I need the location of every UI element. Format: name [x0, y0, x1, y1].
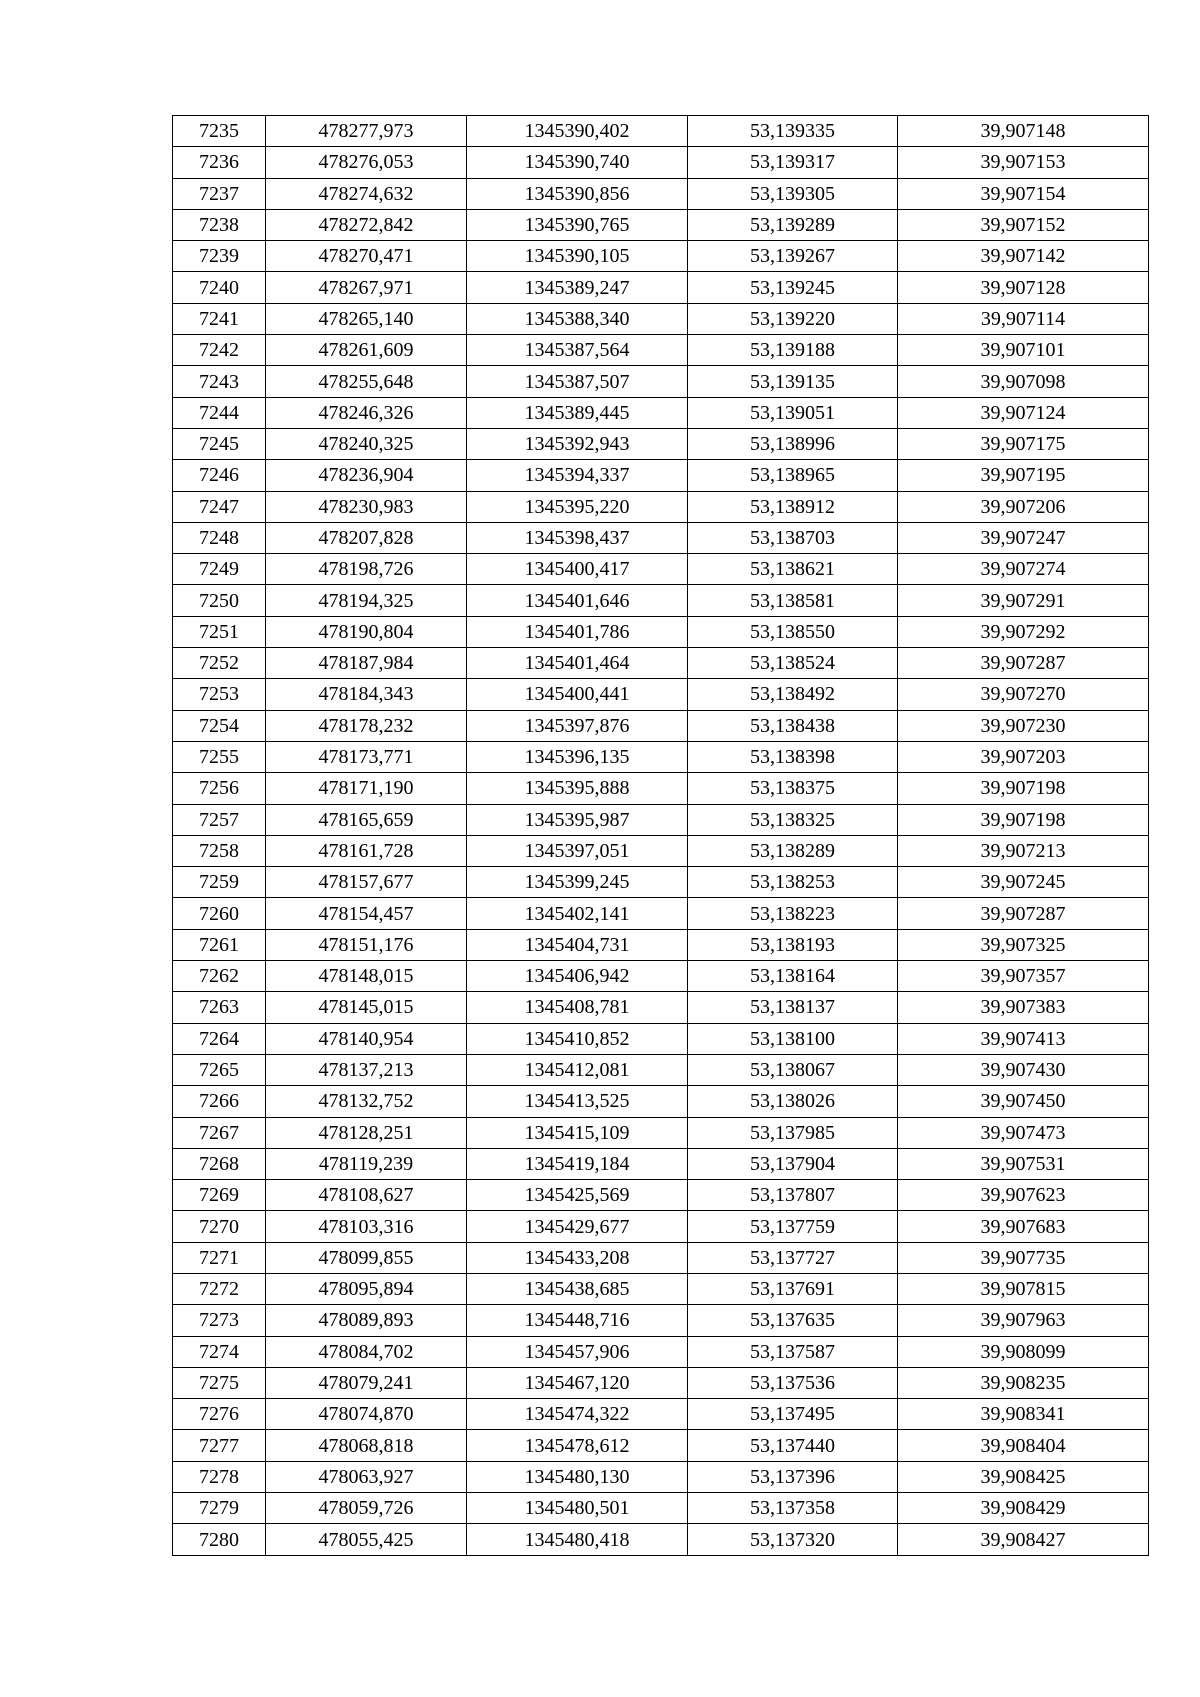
table-row [173, 1461, 1149, 1492]
latitude-cell: 53,138524 [688, 648, 898, 679]
y-coordinate-cell: 1345395,220 [467, 491, 688, 522]
point-number-cell: 7279 [173, 1493, 266, 1524]
table-row [173, 1524, 1149, 1555]
x-coordinate-cell: 478068,818 [266, 1430, 467, 1461]
latitude-cell: 53,137759 [688, 1211, 898, 1242]
x-coordinate-cell: 478132,752 [266, 1086, 467, 1117]
y-coordinate-cell: 1345408,781 [467, 992, 688, 1023]
y-coordinate-cell: 1345415,109 [467, 1117, 688, 1148]
latitude-cell: 53,139220 [688, 303, 898, 334]
longitude-cell: 39,907325 [898, 929, 1149, 960]
point-number-cell: 7258 [173, 835, 266, 866]
latitude-cell: 53,137635 [688, 1305, 898, 1336]
latitude-cell: 53,137440 [688, 1430, 898, 1461]
point-number-cell: 7269 [173, 1180, 266, 1211]
y-coordinate-cell: 1345398,437 [467, 522, 688, 553]
x-coordinate-cell: 478267,971 [266, 272, 467, 303]
latitude-cell: 53,137358 [688, 1493, 898, 1524]
table-row [173, 992, 1149, 1023]
latitude-cell: 53,138912 [688, 491, 898, 522]
y-coordinate-cell: 1345394,337 [467, 460, 688, 491]
point-number-cell: 7280 [173, 1524, 266, 1555]
x-coordinate-cell: 478165,659 [266, 804, 467, 835]
x-coordinate-cell: 478084,702 [266, 1336, 467, 1367]
y-coordinate-cell: 1345390,105 [467, 241, 688, 272]
table-row [173, 366, 1149, 397]
longitude-cell: 39,907154 [898, 178, 1149, 209]
x-coordinate-cell: 478059,726 [266, 1493, 467, 1524]
y-coordinate-cell: 1345480,418 [467, 1524, 688, 1555]
point-number-cell: 7274 [173, 1336, 266, 1367]
y-coordinate-cell: 1345397,051 [467, 835, 688, 866]
table-row [173, 585, 1149, 616]
x-coordinate-cell: 478161,728 [266, 835, 467, 866]
latitude-cell: 53,138289 [688, 835, 898, 866]
y-coordinate-cell: 1345402,141 [467, 898, 688, 929]
point-number-cell: 7248 [173, 522, 266, 553]
point-number-cell: 7259 [173, 867, 266, 898]
longitude-cell: 39,908427 [898, 1524, 1149, 1555]
y-coordinate-cell: 1345388,340 [467, 303, 688, 334]
point-number-cell: 7272 [173, 1273, 266, 1304]
table-row [173, 460, 1149, 491]
longitude-cell: 39,907963 [898, 1305, 1149, 1336]
table-row [173, 147, 1149, 178]
latitude-cell: 53,137807 [688, 1180, 898, 1211]
table-row [173, 272, 1149, 303]
coordinates-table-body [173, 116, 1149, 1556]
y-coordinate-cell: 1345389,247 [467, 272, 688, 303]
x-coordinate-cell: 478240,325 [266, 428, 467, 459]
y-coordinate-cell: 1345480,130 [467, 1461, 688, 1492]
x-coordinate-cell: 478265,140 [266, 303, 467, 334]
longitude-cell: 39,907148 [898, 116, 1149, 147]
latitude-cell: 53,138026 [688, 1086, 898, 1117]
latitude-cell: 53,138137 [688, 992, 898, 1023]
point-number-cell: 7265 [173, 1054, 266, 1085]
table-row [173, 1211, 1149, 1242]
longitude-cell: 39,907230 [898, 710, 1149, 741]
y-coordinate-cell: 1345457,906 [467, 1336, 688, 1367]
table-row [173, 710, 1149, 741]
point-number-cell: 7238 [173, 209, 266, 240]
y-coordinate-cell: 1345410,852 [467, 1023, 688, 1054]
point-number-cell: 7249 [173, 554, 266, 585]
x-coordinate-cell: 478063,927 [266, 1461, 467, 1492]
table-row [173, 1023, 1149, 1054]
x-coordinate-cell: 478261,609 [266, 335, 467, 366]
point-number-cell: 7266 [173, 1086, 266, 1117]
table-row [173, 1430, 1149, 1461]
x-coordinate-cell: 478246,326 [266, 397, 467, 428]
point-number-cell: 7242 [173, 335, 266, 366]
longitude-cell: 39,907287 [898, 898, 1149, 929]
table-row [173, 1336, 1149, 1367]
latitude-cell: 53,137320 [688, 1524, 898, 1555]
longitude-cell: 39,907450 [898, 1086, 1149, 1117]
longitude-cell: 39,907153 [898, 147, 1149, 178]
x-coordinate-cell: 478184,343 [266, 679, 467, 710]
latitude-cell: 53,137985 [688, 1117, 898, 1148]
point-number-cell: 7264 [173, 1023, 266, 1054]
y-coordinate-cell: 1345399,245 [467, 867, 688, 898]
latitude-cell: 53,139289 [688, 209, 898, 240]
x-coordinate-cell: 478151,176 [266, 929, 467, 960]
y-coordinate-cell: 1345433,208 [467, 1242, 688, 1273]
latitude-cell: 53,138223 [688, 898, 898, 929]
y-coordinate-cell: 1345401,646 [467, 585, 688, 616]
point-number-cell: 7253 [173, 679, 266, 710]
point-number-cell: 7271 [173, 1242, 266, 1273]
longitude-cell: 39,907152 [898, 209, 1149, 240]
longitude-cell: 39,908429 [898, 1493, 1149, 1524]
longitude-cell: 39,907430 [898, 1054, 1149, 1085]
latitude-cell: 53,139317 [688, 147, 898, 178]
y-coordinate-cell: 1345390,402 [467, 116, 688, 147]
longitude-cell: 39,907473 [898, 1117, 1149, 1148]
x-coordinate-cell: 478099,855 [266, 1242, 467, 1273]
x-coordinate-cell: 478230,983 [266, 491, 467, 522]
y-coordinate-cell: 1345396,135 [467, 741, 688, 772]
longitude-cell: 39,907114 [898, 303, 1149, 334]
latitude-cell: 53,138067 [688, 1054, 898, 1085]
x-coordinate-cell: 478276,053 [266, 147, 467, 178]
latitude-cell: 53,138492 [688, 679, 898, 710]
latitude-cell: 53,138164 [688, 961, 898, 992]
table-row [173, 648, 1149, 679]
y-coordinate-cell: 1345389,445 [467, 397, 688, 428]
x-coordinate-cell: 478137,213 [266, 1054, 467, 1085]
latitude-cell: 53,139267 [688, 241, 898, 272]
point-number-cell: 7240 [173, 272, 266, 303]
table-row [173, 773, 1149, 804]
latitude-cell: 53,138965 [688, 460, 898, 491]
y-coordinate-cell: 1345419,184 [467, 1148, 688, 1179]
longitude-cell: 39,908425 [898, 1461, 1149, 1492]
x-coordinate-cell: 478190,804 [266, 616, 467, 647]
y-coordinate-cell: 1345395,888 [467, 773, 688, 804]
latitude-cell: 53,138703 [688, 522, 898, 553]
x-coordinate-cell: 478095,894 [266, 1273, 467, 1304]
longitude-cell: 39,907270 [898, 679, 1149, 710]
point-number-cell: 7260 [173, 898, 266, 929]
table-row [173, 209, 1149, 240]
y-coordinate-cell: 1345478,612 [467, 1430, 688, 1461]
latitude-cell: 53,139051 [688, 397, 898, 428]
longitude-cell: 39,907247 [898, 522, 1149, 553]
point-number-cell: 7262 [173, 961, 266, 992]
table-row [173, 178, 1149, 209]
x-coordinate-cell: 478198,726 [266, 554, 467, 585]
latitude-cell: 53,137904 [688, 1148, 898, 1179]
longitude-cell: 39,907142 [898, 241, 1149, 272]
longitude-cell: 39,907274 [898, 554, 1149, 585]
table-row [173, 1367, 1149, 1398]
longitude-cell: 39,907357 [898, 961, 1149, 992]
y-coordinate-cell: 1345474,322 [467, 1399, 688, 1430]
point-number-cell: 7278 [173, 1461, 266, 1492]
longitude-cell: 39,907815 [898, 1273, 1149, 1304]
longitude-cell: 39,907413 [898, 1023, 1149, 1054]
point-number-cell: 7245 [173, 428, 266, 459]
latitude-cell: 53,138996 [688, 428, 898, 459]
table-row [173, 428, 1149, 459]
table-row [173, 867, 1149, 898]
longitude-cell: 39,907245 [898, 867, 1149, 898]
table-row [173, 554, 1149, 585]
latitude-cell: 53,138438 [688, 710, 898, 741]
y-coordinate-cell: 1345480,501 [467, 1493, 688, 1524]
latitude-cell: 53,139135 [688, 366, 898, 397]
table-row [173, 1399, 1149, 1430]
x-coordinate-cell: 478089,893 [266, 1305, 467, 1336]
point-number-cell: 7255 [173, 741, 266, 772]
table-row [173, 1242, 1149, 1273]
point-number-cell: 7277 [173, 1430, 266, 1461]
latitude-cell: 53,139335 [688, 116, 898, 147]
longitude-cell: 39,907195 [898, 460, 1149, 491]
x-coordinate-cell: 478272,842 [266, 209, 467, 240]
table-row [173, 1273, 1149, 1304]
point-number-cell: 7247 [173, 491, 266, 522]
x-coordinate-cell: 478145,015 [266, 992, 467, 1023]
longitude-cell: 39,907175 [898, 428, 1149, 459]
latitude-cell: 53,137396 [688, 1461, 898, 1492]
y-coordinate-cell: 1345392,943 [467, 428, 688, 459]
longitude-cell: 39,908341 [898, 1399, 1149, 1430]
longitude-cell: 39,907292 [898, 616, 1149, 647]
point-number-cell: 7251 [173, 616, 266, 647]
x-coordinate-cell: 478236,904 [266, 460, 467, 491]
latitude-cell: 53,139245 [688, 272, 898, 303]
table-row [173, 741, 1149, 772]
point-number-cell: 7273 [173, 1305, 266, 1336]
y-coordinate-cell: 1345395,987 [467, 804, 688, 835]
latitude-cell: 53,139305 [688, 178, 898, 209]
table-row [173, 679, 1149, 710]
point-number-cell: 7250 [173, 585, 266, 616]
table-row [173, 898, 1149, 929]
longitude-cell: 39,907198 [898, 773, 1149, 804]
longitude-cell: 39,908235 [898, 1367, 1149, 1398]
y-coordinate-cell: 1345387,564 [467, 335, 688, 366]
point-number-cell: 7270 [173, 1211, 266, 1242]
latitude-cell: 53,138325 [688, 804, 898, 835]
point-number-cell: 7237 [173, 178, 266, 209]
table-row [173, 491, 1149, 522]
table-row [173, 1086, 1149, 1117]
longitude-cell: 39,907291 [898, 585, 1149, 616]
latitude-cell: 53,138621 [688, 554, 898, 585]
longitude-cell: 39,907287 [898, 648, 1149, 679]
point-number-cell: 7252 [173, 648, 266, 679]
longitude-cell: 39,907124 [898, 397, 1149, 428]
point-number-cell: 7246 [173, 460, 266, 491]
table-row [173, 1493, 1149, 1524]
x-coordinate-cell: 478128,251 [266, 1117, 467, 1148]
y-coordinate-cell: 1345429,677 [467, 1211, 688, 1242]
longitude-cell: 39,908404 [898, 1430, 1149, 1461]
y-coordinate-cell: 1345390,765 [467, 209, 688, 240]
x-coordinate-cell: 478148,015 [266, 961, 467, 992]
table-row [173, 335, 1149, 366]
table-row [173, 616, 1149, 647]
y-coordinate-cell: 1345448,716 [467, 1305, 688, 1336]
x-coordinate-cell: 478140,954 [266, 1023, 467, 1054]
y-coordinate-cell: 1345397,876 [467, 710, 688, 741]
y-coordinate-cell: 1345412,081 [467, 1054, 688, 1085]
point-number-cell: 7261 [173, 929, 266, 960]
y-coordinate-cell: 1345390,740 [467, 147, 688, 178]
latitude-cell: 53,138253 [688, 867, 898, 898]
table-row [173, 522, 1149, 553]
x-coordinate-cell: 478274,632 [266, 178, 467, 209]
latitude-cell: 53,137587 [688, 1336, 898, 1367]
table-row [173, 1148, 1149, 1179]
point-number-cell: 7243 [173, 366, 266, 397]
latitude-cell: 53,138581 [688, 585, 898, 616]
longitude-cell: 39,907203 [898, 741, 1149, 772]
y-coordinate-cell: 1345413,525 [467, 1086, 688, 1117]
latitude-cell: 53,138193 [688, 929, 898, 960]
y-coordinate-cell: 1345404,731 [467, 929, 688, 960]
point-number-cell: 7256 [173, 773, 266, 804]
x-coordinate-cell: 478119,239 [266, 1148, 467, 1179]
x-coordinate-cell: 478255,648 [266, 366, 467, 397]
x-coordinate-cell: 478178,232 [266, 710, 467, 741]
point-number-cell: 7236 [173, 147, 266, 178]
y-coordinate-cell: 1345401,786 [467, 616, 688, 647]
table-row [173, 1180, 1149, 1211]
x-coordinate-cell: 478074,870 [266, 1399, 467, 1430]
y-coordinate-cell: 1345467,120 [467, 1367, 688, 1398]
longitude-cell: 39,908099 [898, 1336, 1149, 1367]
y-coordinate-cell: 1345406,942 [467, 961, 688, 992]
x-coordinate-cell: 478103,316 [266, 1211, 467, 1242]
longitude-cell: 39,907735 [898, 1242, 1149, 1273]
x-coordinate-cell: 478277,973 [266, 116, 467, 147]
latitude-cell: 53,138550 [688, 616, 898, 647]
longitude-cell: 39,907198 [898, 804, 1149, 835]
longitude-cell: 39,907383 [898, 992, 1149, 1023]
point-number-cell: 7239 [173, 241, 266, 272]
x-coordinate-cell: 478171,190 [266, 773, 467, 804]
latitude-cell: 53,138375 [688, 773, 898, 804]
table-row [173, 397, 1149, 428]
x-coordinate-cell: 478173,771 [266, 741, 467, 772]
table-row [173, 1305, 1149, 1336]
longitude-cell: 39,907623 [898, 1180, 1149, 1211]
y-coordinate-cell: 1345390,856 [467, 178, 688, 209]
x-coordinate-cell: 478154,457 [266, 898, 467, 929]
longitude-cell: 39,907206 [898, 491, 1149, 522]
table-row [173, 835, 1149, 866]
table-row [173, 303, 1149, 334]
table-row [173, 241, 1149, 272]
point-number-cell: 7268 [173, 1148, 266, 1179]
y-coordinate-cell: 1345438,685 [467, 1273, 688, 1304]
point-number-cell: 7276 [173, 1399, 266, 1430]
point-number-cell: 7267 [173, 1117, 266, 1148]
latitude-cell: 53,137727 [688, 1242, 898, 1273]
point-number-cell: 7275 [173, 1367, 266, 1398]
table-row [173, 1117, 1149, 1148]
longitude-cell: 39,907531 [898, 1148, 1149, 1179]
table-row [173, 961, 1149, 992]
x-coordinate-cell: 478187,984 [266, 648, 467, 679]
longitude-cell: 39,907128 [898, 272, 1149, 303]
longitude-cell: 39,907101 [898, 335, 1149, 366]
y-coordinate-cell: 1345400,417 [467, 554, 688, 585]
latitude-cell: 53,137536 [688, 1367, 898, 1398]
longitude-cell: 39,907683 [898, 1211, 1149, 1242]
point-number-cell: 7263 [173, 992, 266, 1023]
x-coordinate-cell: 478270,471 [266, 241, 467, 272]
point-number-cell: 7235 [173, 116, 266, 147]
longitude-cell: 39,907098 [898, 366, 1149, 397]
table-row [173, 929, 1149, 960]
table-row [173, 116, 1149, 147]
y-coordinate-cell: 1345401,464 [467, 648, 688, 679]
table-row [173, 804, 1149, 835]
coordinates-table [172, 115, 1149, 1556]
y-coordinate-cell: 1345400,441 [467, 679, 688, 710]
point-number-cell: 7244 [173, 397, 266, 428]
x-coordinate-cell: 478079,241 [266, 1367, 467, 1398]
latitude-cell: 53,139188 [688, 335, 898, 366]
point-number-cell: 7254 [173, 710, 266, 741]
latitude-cell: 53,137691 [688, 1273, 898, 1304]
x-coordinate-cell: 478194,325 [266, 585, 467, 616]
x-coordinate-cell: 478055,425 [266, 1524, 467, 1555]
x-coordinate-cell: 478157,677 [266, 867, 467, 898]
point-number-cell: 7257 [173, 804, 266, 835]
latitude-cell: 53,138398 [688, 741, 898, 772]
y-coordinate-cell: 1345387,507 [467, 366, 688, 397]
x-coordinate-cell: 478207,828 [266, 522, 467, 553]
y-coordinate-cell: 1345425,569 [467, 1180, 688, 1211]
point-number-cell: 7241 [173, 303, 266, 334]
table-row [173, 1054, 1149, 1085]
longitude-cell: 39,907213 [898, 835, 1149, 866]
latitude-cell: 53,137495 [688, 1399, 898, 1430]
latitude-cell: 53,138100 [688, 1023, 898, 1054]
x-coordinate-cell: 478108,627 [266, 1180, 467, 1211]
